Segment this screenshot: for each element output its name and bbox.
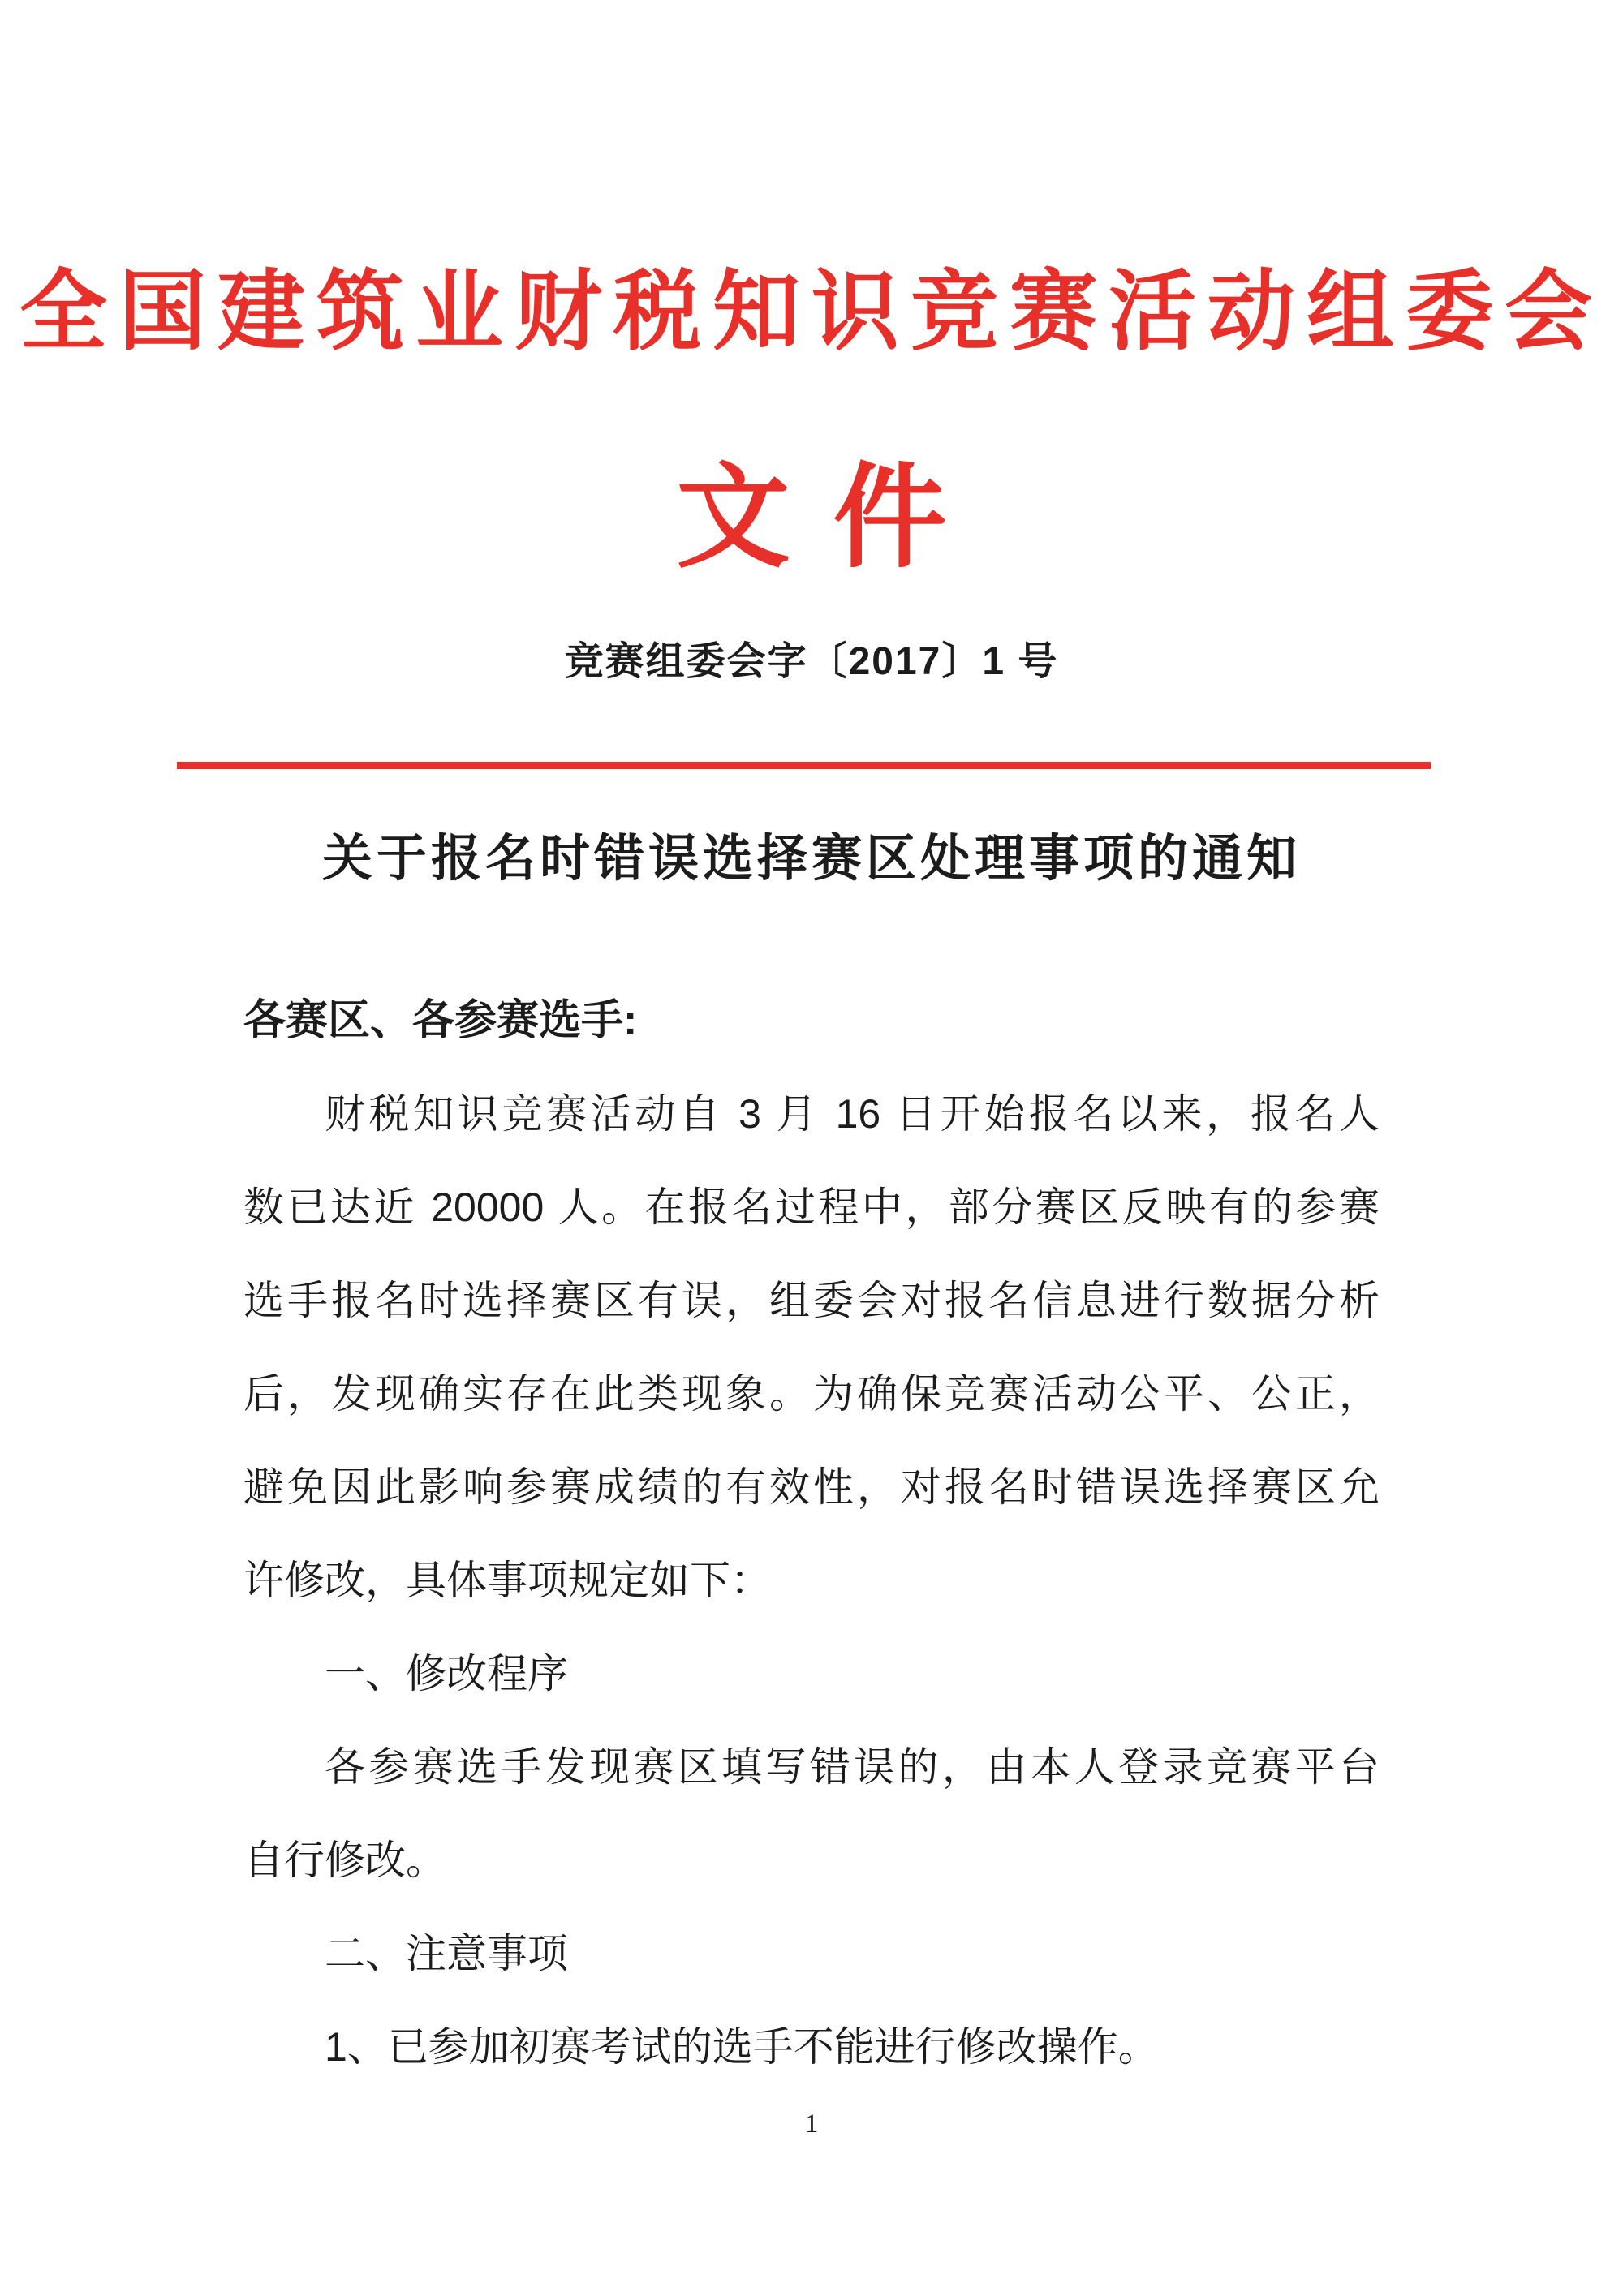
organization-title: 全国建筑业财税知识竞赛活动组委会: [19, 264, 1604, 361]
document-number: 竞赛组委会字〔2017〕1 号: [564, 640, 1059, 683]
notice-title: 关于报名时错误选择赛区处理事项的通知: [321, 831, 1301, 887]
body-line: 1、已参加初赛考试的选手不能进行修改操作。: [325, 2024, 1159, 2070]
body-line: 许修改，具体事项规定如下：: [243, 1558, 771, 1603]
section-heading-2: 二、注意事项: [325, 1931, 568, 1976]
body-line: 后，发现确实存在此类现象。为确保竞赛活动公平、公正，: [243, 1371, 1380, 1417]
salutation-line: 各赛区、各参赛选手:: [243, 997, 638, 1044]
body-line: 选手报名时选择赛区有误，组委会对报名信息进行数据分析: [243, 1278, 1380, 1323]
section-heading-1: 一、修改程序: [325, 1651, 568, 1696]
page-number: 1: [804, 2109, 819, 2139]
notice-body: [243, 974, 1380, 2094]
body-line: 财税知识竞赛活动自 3 月 16 日开始报名以来，报名人: [325, 1091, 1380, 1137]
body-line: 各参赛选手发现赛区填写错误的，由本人登录竞赛平台: [325, 1744, 1380, 1790]
body-line: 数已达近 20000 人。在报名过程中，部分赛区反映有的参赛: [243, 1185, 1380, 1230]
red-divider-line: [177, 762, 1431, 769]
body-line: 自行修改。: [243, 1838, 446, 1883]
body-line: 避免因此影响参赛成绩的有效性，对报名时错误选择赛区允: [243, 1464, 1380, 1510]
document-type-label: 文 件: [676, 456, 947, 582]
